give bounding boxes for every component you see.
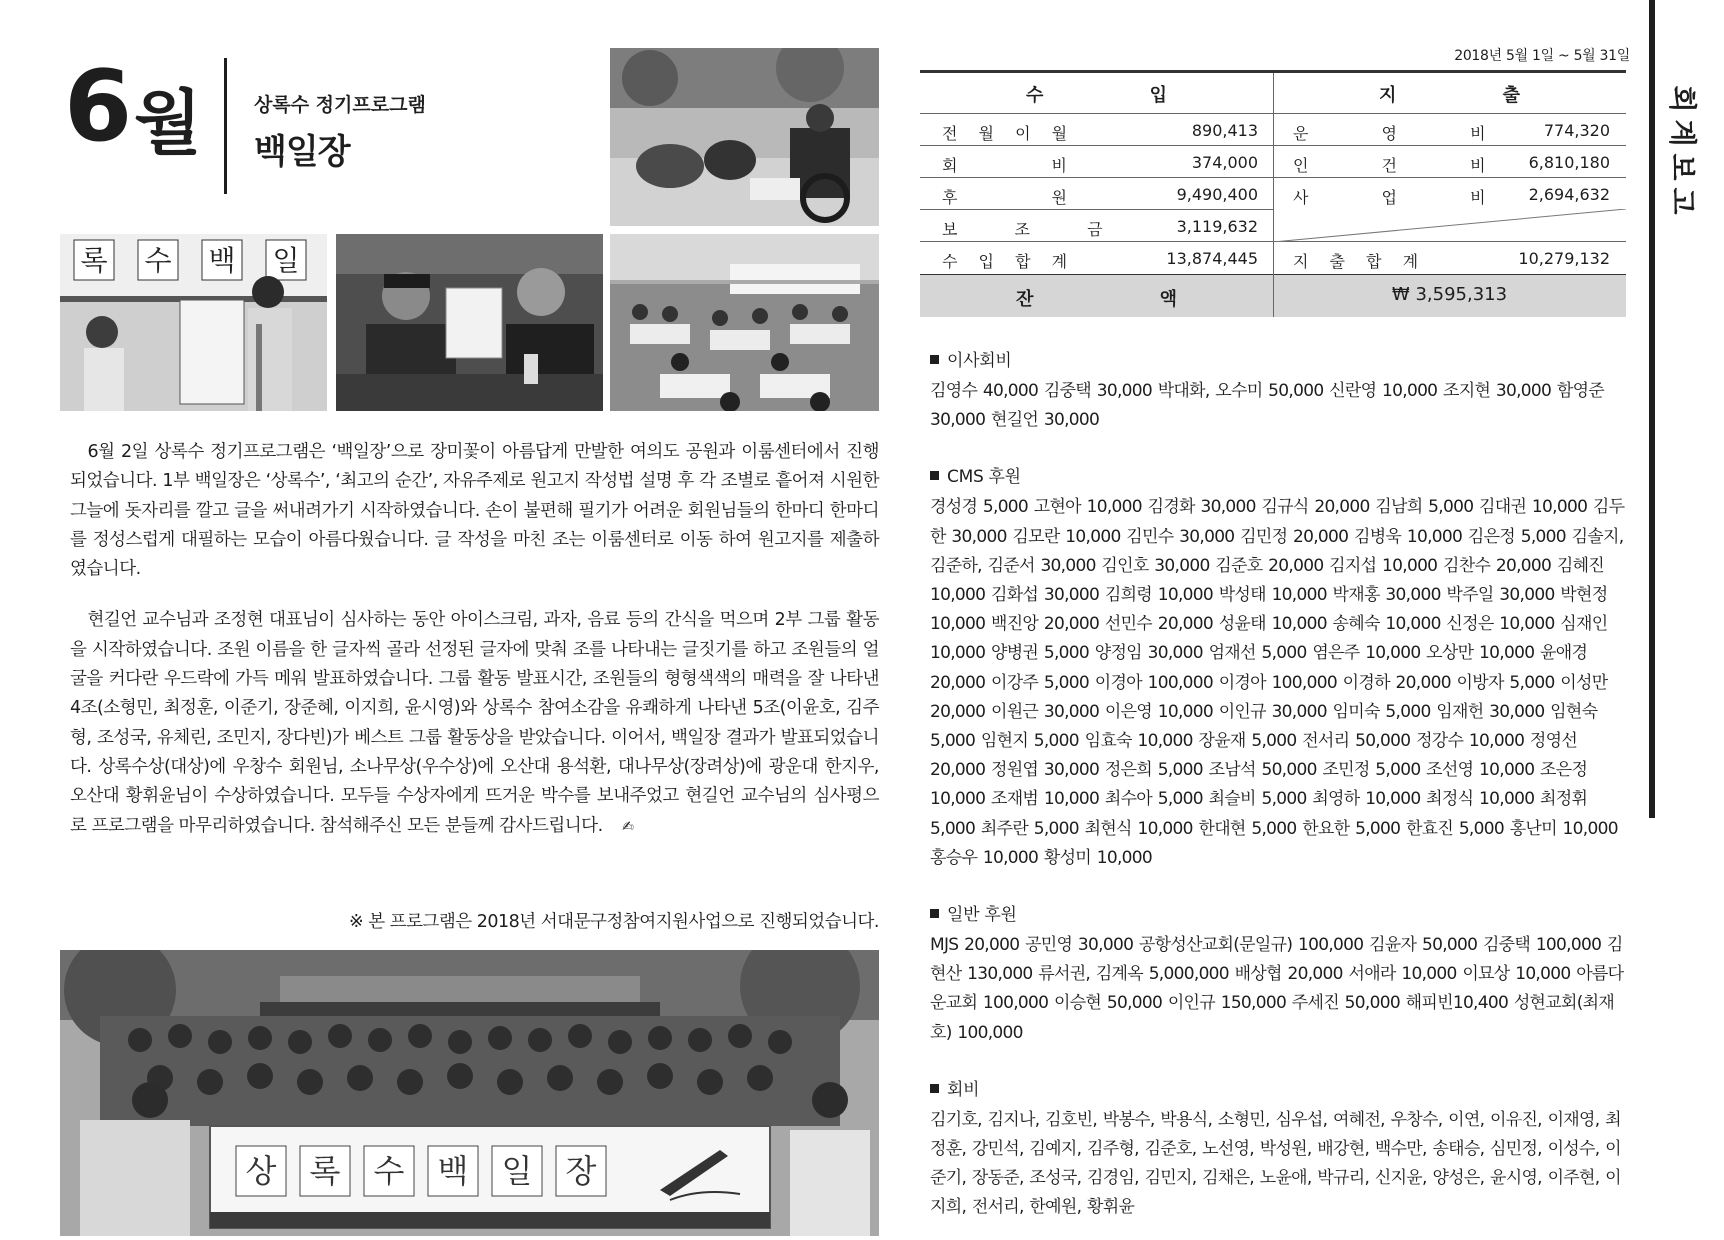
- ledger-rule: [920, 209, 1273, 210]
- month-number: 6: [64, 50, 129, 164]
- ledger-divider: [1273, 73, 1274, 317]
- hand-doodle-icon: ✍: [622, 818, 634, 835]
- section-title: 이사회비: [947, 351, 1012, 371]
- sign-char: 백: [208, 244, 236, 277]
- income-amount: 3,119,632: [1176, 217, 1258, 236]
- balance-label: 잔 액: [1015, 289, 1238, 310]
- side-tab-char: 보: [1666, 153, 1699, 181]
- ledger-empty-cell-slash: [1273, 209, 1626, 242]
- section-heading: [930, 346, 1630, 371]
- section-title: 회비: [947, 1079, 980, 1100]
- article-paragraph: 6월 2일 상록수 정기프로그램은 ‘백일장’으로 장미꽃이 아름답게 만발한 여의도 공원과 이룸센터에서 진행되었습니다. 1부 백일장은 ‘상록수’, ‘최고의 순간’, 자유주제로 원고지 작성법 설명 후 각 조별로 흩어져 시원한 그늘에 돗자리를 깔고 글을 써내려가기 시작하였습니다. 손이 불편해 필기가 어려운 회원님들의 한마디 한마디를 정성스럽게 대필하는 모습이 아름다웠습니다. 글 작성을 마친 조는 이룸센터로 이동 하여 원고지를 제출하였습니다.: [70, 442, 879, 580]
- section-heading: [930, 900, 1630, 925]
- finance-ledger: [920, 70, 1626, 316]
- income-amount: 9,490,400: [1176, 185, 1258, 204]
- expense-label: 인 건 비: [1293, 156, 1520, 175]
- month-unit: 월: [134, 82, 198, 164]
- banner-char: 수: [373, 1152, 405, 1190]
- section-title: 일반 후원: [947, 905, 1017, 926]
- income-label: 회 비: [942, 156, 1067, 175]
- income-amount: 374,000: [1191, 153, 1258, 172]
- income-total-label: 수 입 합 계: [942, 252, 1076, 271]
- section-body: 김기호, 김지나, 김호빈, 박봉수, 박용식, 소형민, 심우섭, 여혜전, 우창수, 이연, 이유진, 이재영, 최정훈, 강민석, 김예지, 김주형, 김준호, 노선영, 박성원, 배강현, 백수만, 송태승, 심민정, 이성수, 이준기, 장동준, 조성국, 김경임, 김민지, 김채은, 노윤애, 박규리, 신지윤, 양성은, 윤시영, 이주현, 이지희, 전서리, 한예원, 황휘윤: [930, 1109, 1621, 1218]
- banner-char: 록: [309, 1152, 341, 1190]
- month-heading: [64, 52, 214, 190]
- income-label: 후 원: [942, 188, 1067, 207]
- section-body: MJS 20,000 공민영 30,000 공항성산교회(문일규) 100,000 김윤자 50,000 김중택 100,000 김현산 130,000 류서권, 김계옥 5,000,000 배상협 20,000 서애라 10,000 이묘상 10,000 아름다운교회 100,000 이승현 50,000 이인규 150,000 주세진 50,000 해피빈10,400 성현교회(최재호) 100,000: [930, 935, 1624, 1043]
- donor-section-general: [930, 900, 1630, 1048]
- income-header: 수 입: [1025, 85, 1218, 106]
- photo-indoor-hall: [610, 234, 879, 411]
- income-amount: 890,413: [1191, 121, 1258, 140]
- donor-lists: [930, 346, 1630, 1240]
- banner-char: 백: [437, 1152, 469, 1190]
- header-divider: [224, 58, 227, 194]
- article-paragraph: [70, 606, 879, 841]
- side-tab-char: 고: [1666, 187, 1699, 215]
- program-kicker: 상록수 정기프로그램: [254, 94, 426, 116]
- expense-amount: 6,810,180: [1528, 153, 1610, 172]
- side-tab-label: [1666, 82, 1698, 218]
- photo-group-banner: [60, 950, 879, 1236]
- banner-char: 상: [245, 1152, 277, 1190]
- side-tab-bar: [1649, 0, 1655, 818]
- expense-header: 지 출: [1378, 85, 1571, 106]
- photo-poster-presentation: [60, 234, 327, 411]
- expense-label: 운 영 비: [1293, 124, 1520, 143]
- report-period: 2018년 5월 1일 ~ 5월 31일: [1454, 48, 1630, 64]
- square-bullet-icon: [930, 355, 939, 364]
- income-label: 전 월 이 월: [942, 124, 1076, 143]
- side-tab-char: 회: [1666, 85, 1699, 113]
- photo-group-activity: [336, 234, 603, 411]
- balance-amount: ₩ 3,595,313: [1391, 284, 1508, 305]
- program-title: 백일장: [254, 132, 350, 172]
- section-title: CMS 후원: [947, 467, 1021, 488]
- section-body: 경성경 5,000 고현아 10,000 김경화 30,000 김규식 20,000 김남희 5,000 김대권 10,000 김두한 30,000 김모란 10,000 김민수 30,000 김민정 20,000 김병욱 10,000 김은정 5,000 김솔지, 김준하, 김준서 30,000 김인호 30,000 김준호 20,000 김지섭 10,000 김찬수 20,000 김혜진 10,000 김화섭 30,000 김희령 10,000 박성태 10,000 박재홍 30,000 박주일 30,000 박현정 10,000 백진앙 20,000 선민수 20,000 성윤태 10,000 송혜숙 10,000 신정은 10,000 심재인 10,000 양병권 5,000 양정임 30,000 엄재선 5,000 염은주 10,000 오상만 10,000 윤애경 20,000 이강주 5,000 이경아 100,000 이경아 100,000 이경하 20,000 이방자 5,000 이성만 20,000 이원근 30,000 이은영 10,000 이인규 30,000 임미숙 5,000 임재헌 30,000 임현숙 5,000 임현지 5,000 임효숙 10,000 장윤재 5,000 전서리 50,000 정강수 10,000 정영선 20,000 정원엽 30,000 정은희 5,000 조남석 50,000 조민정 5,000 조선영 10,000 조은정 10,000 조재범 10,000 최수아 5,000 최슬비 5,000 최영하 10,000 최정식 10,000 최정휘 5,000 최주란 5,000 최현식 10,000 한대현 5,000 한요한 5,000 한효진 5,000 홍난미 10,000 홍승우 10,000 황성미 10,000: [930, 497, 1625, 868]
- side-tab-char: 계: [1666, 119, 1699, 147]
- article-paragraph-text: 현길언 교수님과 조정현 대표님이 심사하는 동안 아이스크림, 과자, 음료 등의 간식을 먹으며 2부 그룹 활동을 시작하였습니다. 조원 이름을 한 글자씩 골라 선정된 글자에 맞춰 조를 나타내는 글짓기를 하고 조원들의 얼굴을 커다란 우드락에 가득 메워 발표하였습니다. 그룹 활동 발표시간, 조원들의 형형색색의 매력을 잘 나타낸 4조(소형민, 최정훈, 이준기, 장준혜, 이지희, 윤시영)와 상록수 참여소감을 유쾌하게 나타낸 5조(이윤호, 김주형, 조성국, 유체린, 조민지, 장다빈)가 베스트 그룹 활동상을 받았습니다. 이어서, 백일장 결과가 발표되었습니다. 상록수상(대상)에 우창수 회원님, 소나무상(우수상)에 오산대 용석환, 대나무상(장려상)에 광운대 한지우, 오산대 황휘윤님이 수상하였습니다. 모두들 수상자에게 뜨거운 박수를 보내주었고 현길언 교수님의 심사평으로 프로그램을 마무리하였습니다. 참석해주신 모든 분들께 감사드립니다.: [70, 610, 879, 836]
- donor-section-board: [930, 346, 1630, 435]
- square-bullet-icon: [930, 471, 939, 480]
- donor-section-cms: [930, 462, 1630, 873]
- expense-label: 사 업 비: [1293, 188, 1520, 207]
- expense-amount: 774,320: [1543, 121, 1610, 140]
- sponsor-note: ※ 본 프로그램은 2018년 서대문구정참여지원사업으로 진행되었습니다.: [348, 912, 879, 932]
- banner-char: 장: [565, 1152, 597, 1190]
- section-heading: [930, 462, 1630, 487]
- sign-char: 록: [80, 244, 108, 277]
- income-total: 13,874,445: [1166, 249, 1258, 268]
- photo-outdoor-writing: [610, 48, 879, 226]
- square-bullet-icon: [930, 909, 939, 918]
- sign-char: 수: [144, 244, 172, 277]
- expense-total-label: 지 출 합 계: [1293, 252, 1427, 271]
- article-body: [70, 438, 879, 842]
- section-body: 김영수 40,000 김중택 30,000 박대화, 오수미 50,000 신란영 10,000 조지현 30,000 함영준 30,000 현길언 30,000: [930, 381, 1605, 431]
- section-heading: [930, 1075, 1630, 1100]
- expense-amount: 2,694,632: [1528, 185, 1610, 204]
- donor-section-members: [930, 1075, 1630, 1223]
- income-label: 보 조 금: [942, 220, 1129, 239]
- banner-char: 일: [501, 1152, 533, 1190]
- sign-char: 일: [272, 244, 300, 277]
- square-bullet-icon: [930, 1084, 939, 1093]
- expense-total: 10,279,132: [1518, 249, 1610, 268]
